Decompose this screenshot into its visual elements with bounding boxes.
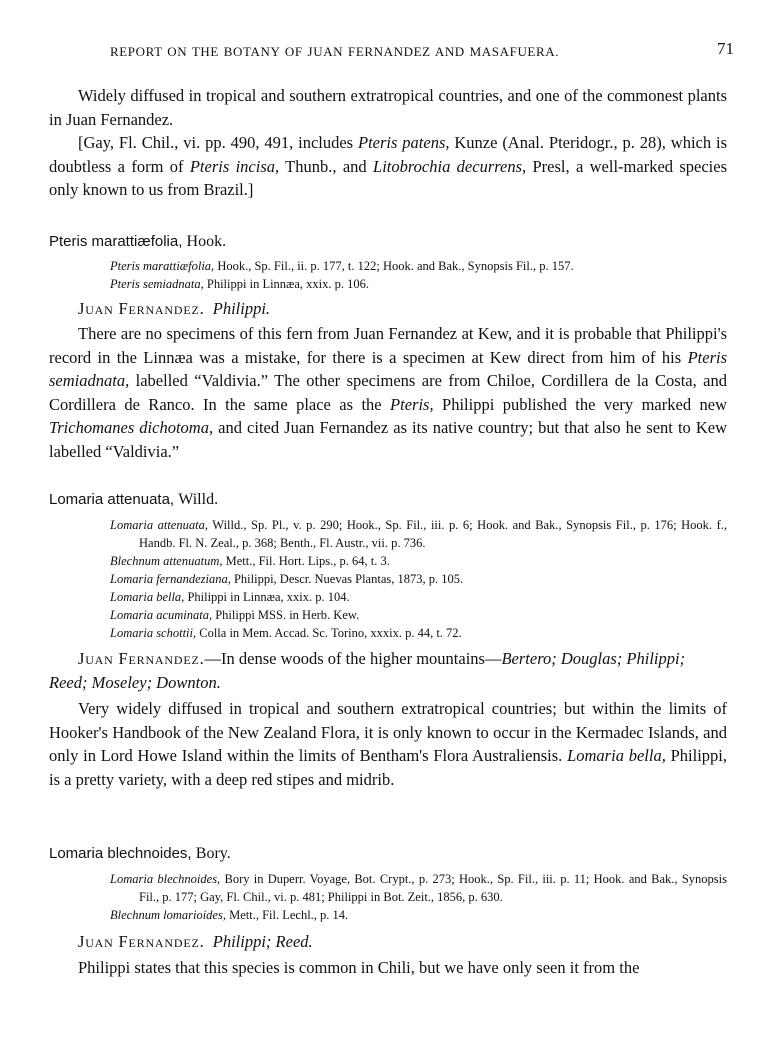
collectors: Bertero; Douglas; Philippi; Reed; Moseley; Downton.	[49, 649, 686, 692]
species-name: Pteris marattiæfolia,	[49, 233, 183, 250]
locality-lomaria-blechnoides	[78, 930, 728, 954]
synonym-entry: Pteris semiadnata, Philippi in Linnæa, xxix. p. 106.	[110, 277, 370, 291]
synonym-entry: Blechnum lomarioides, Mett., Fil. Lechl., p. 14.	[110, 908, 349, 922]
species-heading-pteris-marattiaefolia	[49, 233, 226, 251]
species-heading-lomaria-blechnoides	[49, 845, 231, 863]
locality-pteris-marattiaefolia	[78, 297, 728, 321]
species-heading-lomaria-attenuata	[49, 491, 218, 509]
locality-lomaria-attenuata: Juan Fernandez.—In dense woods of the higher mountains—Bertero; Douglas; Philippi; Reed; Moseley; Downton.	[49, 649, 686, 692]
species-author: Bory.	[195, 845, 231, 862]
taxon-pteris-incisa: Pteris incisa,	[189, 156, 280, 176]
synonymy-lomaria-attenuata	[110, 516, 727, 642]
locality-label: Juan Fernandez.	[78, 649, 205, 668]
species-author: Hook.	[186, 233, 227, 250]
synonymy-lomaria-blechnoides	[110, 870, 727, 924]
intro-paragraph: Widely diffused in tropical and southern extratropical countries, and one of the commonest plants in Juan Fernandez.	[49, 86, 727, 129]
taxon-pteris-patens: Pteris patens,	[357, 133, 450, 152]
collectors: Philippi.	[212, 299, 271, 318]
species-name: Lomaria blechnoides,	[49, 845, 192, 862]
synonym-entry: Lomaria bella, Philippi in Linnæa, xxix. p. 104.	[110, 590, 350, 604]
locality-label: Juan Fernandez.	[78, 299, 205, 318]
synonym-entry: Lomaria fernandeziana, Philippi, Descr. Nuevas Plantas, 1873, p. 105.	[110, 572, 464, 586]
synonym-entry: Lomaria acuminata, Philippi MSS. in Herb. Kew.	[110, 608, 360, 622]
discussion-lomaria-attenuata: Very widely diffused in tropical and southern extratropical countries; but within the limits of Hooker's Handbook of the New Zealand Flora, it is only known to occur in the Kermadec Islands, and only in Lord Howe Island within the limits of Bentham's Flora Australiensis. Lomaria bella, Philippi, is a pretty variety, with a deep red stipes and midrib.	[49, 699, 728, 789]
synonym-entry: Blechnum attenuatum, Mett., Fil. Hort. Lips., p. 64, t. 3.	[110, 554, 390, 568]
synonym-entry: Lomaria attenuata, Willd., Sp. Pl., v. p. 290; Hook., Sp. Fil., iii. p. 6; Hook. and Bak., Synopsis Fil., p. 176; Hook. f., Handb. Fl. N. Zeal., p. 368; Benth., Fl. Austr., vii. p. 736.	[110, 518, 727, 550]
discussion-pteris-marattiaefolia: There are no specimens of this fern from Juan Fernandez at Kew, and it is probable that Philippi's record in the Linnæa was a mistake, for there is a specimen at Kew direct from him of his Pteris semiadnata, labelled “Valdivia.” The other specimens are from Chiloe, Cordillera de la Costa, and Cordillera de Ranco. In the same place as the Pteris, Philippi published the very marked new Trichomanes dichotoma, and cited Juan Fernandez as its native country; but that also he sent to Kew labelled “Valdivia.”	[49, 324, 727, 461]
discussion-lomaria-blechnoides: Philippi states that this species is common in Chili, but we have only seen it from the	[78, 958, 640, 977]
synonymy-pteris-marattiaefolia	[110, 257, 727, 293]
running-header	[110, 39, 734, 60]
synonym-entry: Pteris marattiæfolia, Hook., Sp. Fil., ii. p. 177, t. 122; Hook. and Bak., Synopsis Fil., p. 157.	[110, 259, 574, 273]
page-number: 71	[717, 39, 734, 58]
species-author: Willd.	[178, 491, 219, 508]
synonym-entry: Lomaria blechnoides, Bory in Duperr. Voyage, Bot. Crypt., p. 273; Hook., Sp. Fil., iii. p. 11; Hook. and Bak., Synopsis Fil., p. 177; Gay, Fl. Chil., vi. p. 481; Philippi in Bot. Zeit., 1856, p. 630.	[110, 872, 727, 904]
species-name: Lomaria attenuata,	[49, 491, 175, 508]
collectors: Philippi; Reed.	[212, 932, 313, 951]
running-title: REPORT ON THE BOTANY OF JUAN FERNANDEZ AND MASAFUERA.	[110, 44, 560, 59]
gay-note-paragraph: [Gay, Fl. Chil., vi. pp. 490, 491, includes Pteris patens, Kunze (Anal. Pteridogr., p. 28), which is doubtless a form of Pteris incisa, Thunb., and Litobrochia decurrens, Presl, a well-marked species only known to us from Brazil.]	[49, 133, 728, 199]
locality-label: Juan Fernandez.	[78, 932, 205, 951]
synonym-entry: Lomaria schottii, Colla in Mem. Accad. Sc. Torino, xxxix. p. 44, t. 72.	[110, 626, 462, 640]
taxon-litobrochia-decurrens: Litobrochia decurrens,	[373, 156, 527, 176]
